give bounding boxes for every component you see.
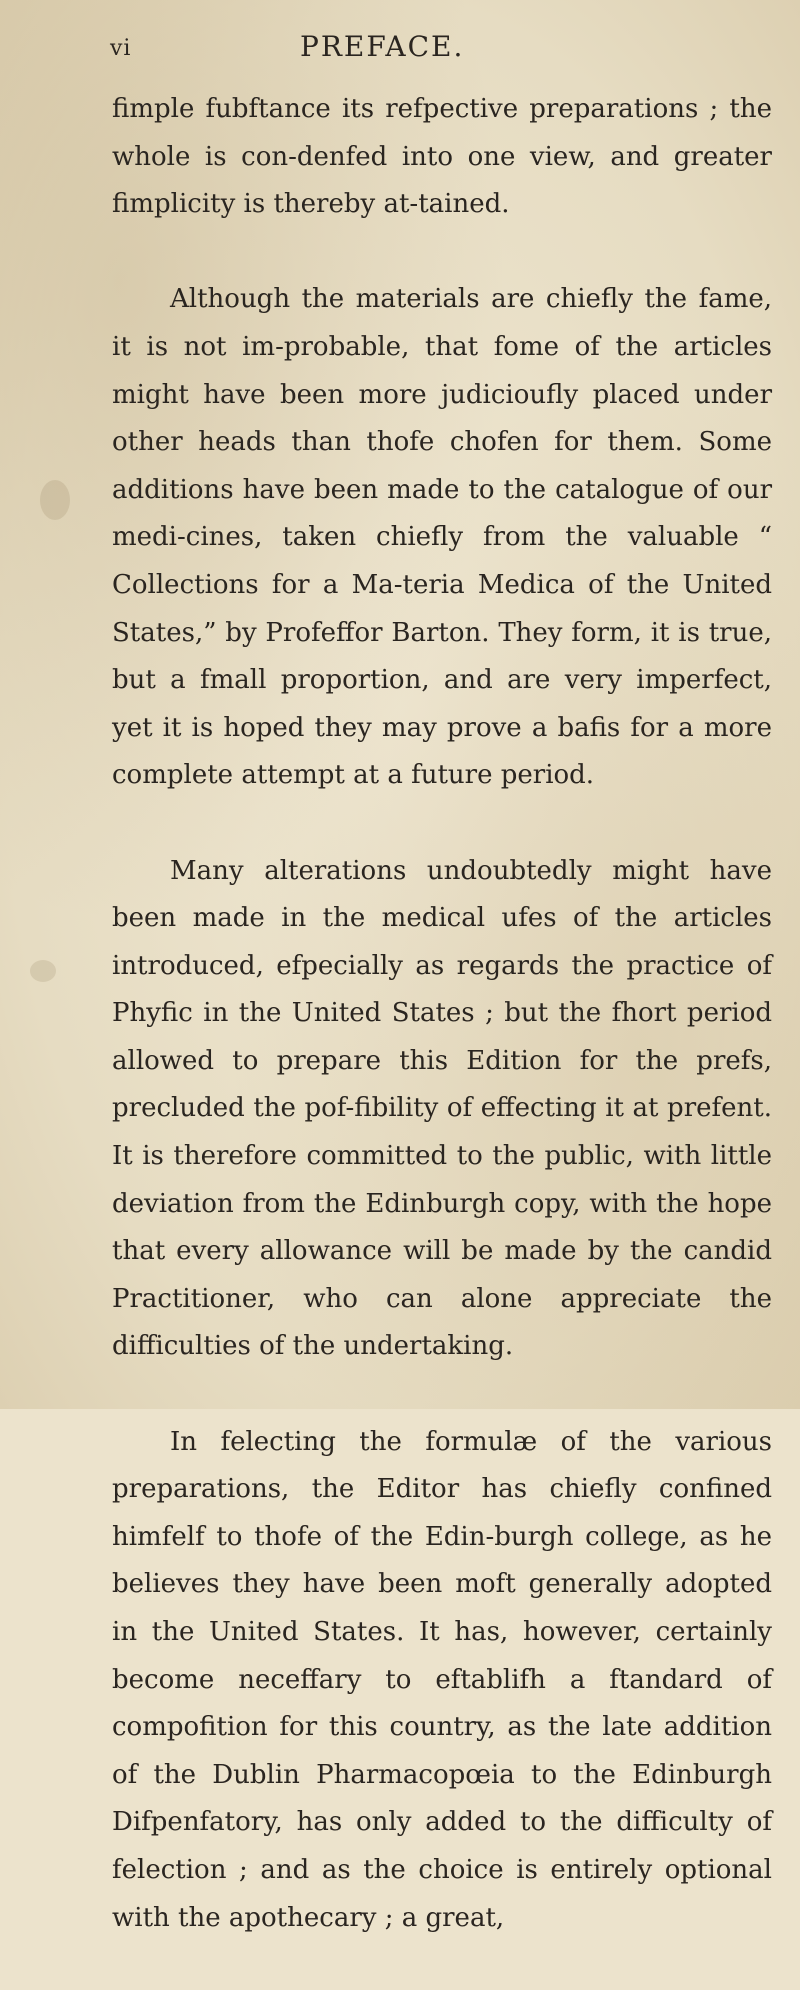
paragraph-2: Although the materials are chiefly the fame, it is not im-probable, that fome of the articles might have been more judicioufly placed under other heads than thofe chofen for them. Some additions have been made to the catalogue of our medi-cines, taken chiefly from the valuable “ Collections for a Ma-teria Medica of the United States,” by Profeffor Barton. They form, it is true, but a fmall proportion, and are very imperfect, yet it is hoped they may prove a bafis for a more complete attempt at a future period. [112, 284, 772, 791]
paragraph-3: Many alterations undoubtedly might have been made in the medical ufes of the articles introduced, efpecially as regards the practice of Phyfic in the United States ; but the fhort period allowed to prepare this Edition for the prefs, precluded the pof-fibility of effecting it at prefent. It is therefore committed to the public, with little deviation from the Edinburgh copy, with the hope that every allowance will be made by the candid Practitioner, who can alone appreciate the difficulties of the undertaking. [112, 855, 772, 1362]
body-text [112, 86, 772, 1990]
paragraph-1: fimple fubftance its refpective preparations ; the whole is con-denfed into one view, and greater fimplicity is thereby at-tained. [112, 94, 772, 220]
paragraph-4: In felecting the formulæ of the various preparations, the Editor has chiefly confined himfelf to thofe of the Edin-burgh college, as he believes they have been moft generally adopted in the United States. It has, however, certainly become neceffary to eftablifh a ftandard of compofition for this country, as the late addition of the Dublin Pharmacopœia to the Edinburgh Difpenfatory, has only added to the difficulty of felection ; and as the choice is entirely optional with the apothecary ; a great, [112, 1426, 772, 1933]
page-number: vi [110, 36, 132, 61]
page-stain [30, 960, 56, 982]
page-stain [40, 480, 70, 520]
running-head: PREFACE. [300, 30, 465, 63]
page-header [110, 30, 670, 70]
